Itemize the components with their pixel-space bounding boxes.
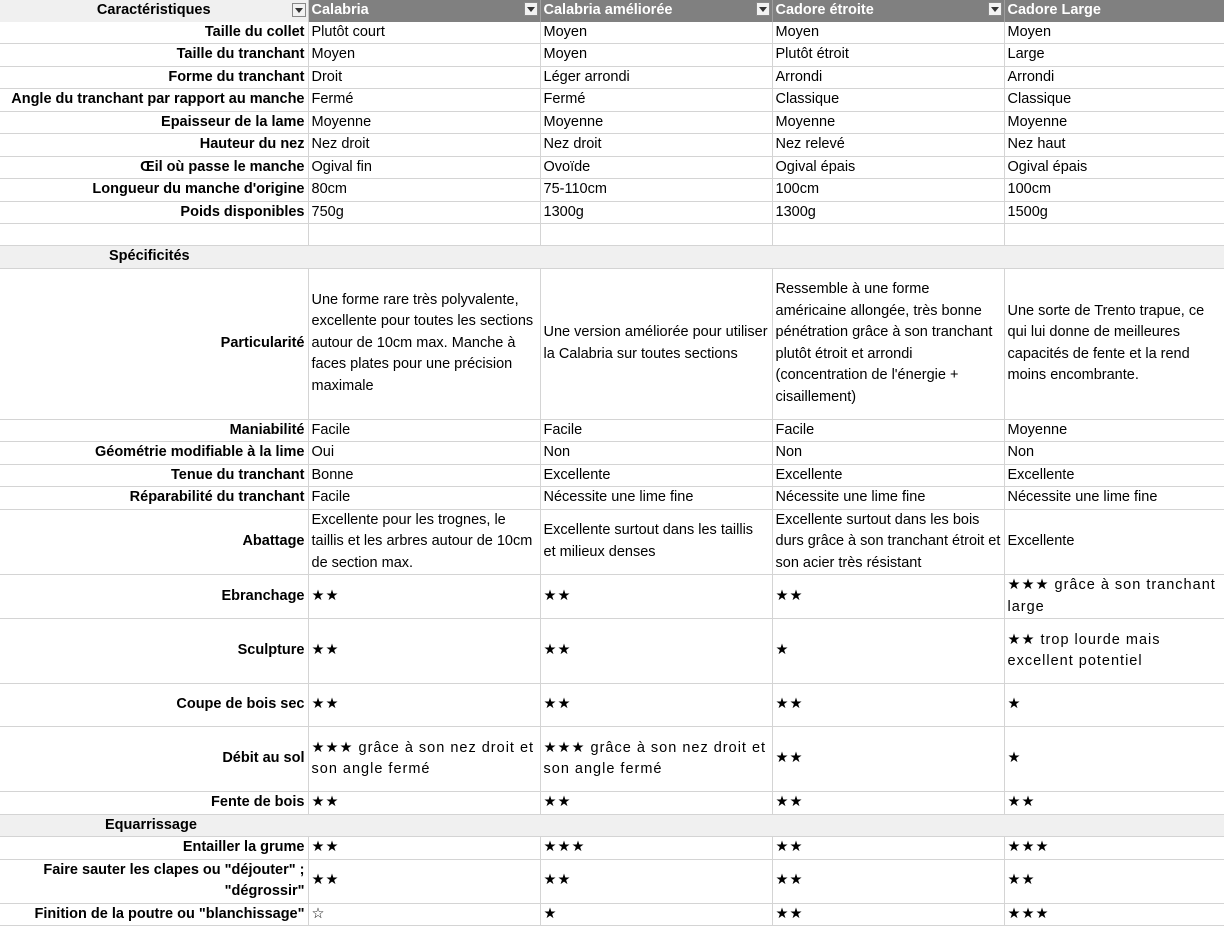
table-cell[interactable]: ★★ (308, 837, 540, 860)
table-cell[interactable]: Ovoïde (540, 156, 772, 179)
header-row (0, 0, 1224, 22)
table-cell[interactable]: Une sorte de Trento trapue, ce qui lui donne de meilleures capacités de fente et la rend moins encombrante. (1004, 268, 1224, 419)
table-cell[interactable]: 80cm (308, 179, 540, 202)
empty-cell[interactable] (1004, 224, 1224, 246)
row-label: Maniabilité (0, 419, 308, 442)
table-cell[interactable]: Moyen (540, 22, 772, 44)
table-cell[interactable]: ★★★ (1004, 837, 1224, 860)
table-cell[interactable]: ★★ (308, 619, 540, 684)
table-row (0, 509, 1224, 575)
table-cell[interactable]: Facile (540, 419, 772, 442)
section-filler (308, 814, 540, 837)
table-cell[interactable]: ★★ (540, 619, 772, 684)
table-cell[interactable]: ★★ trop lourde mais excellent potentiel (1004, 619, 1224, 684)
table-cell[interactable]: ★★ (540, 792, 772, 815)
table-cell[interactable]: Moyenne (1004, 419, 1224, 442)
table-cell[interactable]: ★ (540, 903, 772, 926)
table-cell[interactable]: 750g (308, 201, 540, 224)
table-cell[interactable]: Oui (308, 442, 540, 465)
table-cell[interactable]: Excellente surtout dans les bois durs grâce à son tranchant étroit et son acier très résistant (772, 509, 1004, 575)
table-cell[interactable]: Excellente (540, 464, 772, 487)
table-cell[interactable]: Ogival fin (308, 156, 540, 179)
table-cell[interactable]: 1300g (540, 201, 772, 224)
row-label: Forme du tranchant (0, 66, 308, 89)
row-label: Taille du tranchant (0, 44, 308, 67)
filter-dropdown-icon[interactable] (292, 3, 306, 17)
table-cell[interactable]: Classique (1004, 89, 1224, 112)
table-row (0, 837, 1224, 860)
table-cell[interactable]: ★★ (1004, 792, 1224, 815)
table-cell[interactable]: Non (772, 442, 1004, 465)
table-cell[interactable]: Une version améliorée pour utiliser la Calabria sur toutes sections (540, 268, 772, 419)
table-cell[interactable]: Nez droit (540, 134, 772, 157)
table-cell[interactable]: ★ (772, 619, 1004, 684)
table-row (0, 66, 1224, 89)
table-cell[interactable]: Nécessite une lime fine (1004, 487, 1224, 510)
table-row (0, 22, 1224, 44)
table-cell[interactable]: ★★ (308, 792, 540, 815)
empty-cell[interactable] (772, 224, 1004, 246)
section-row-specificites (0, 246, 1224, 269)
table-cell[interactable]: ★★ (772, 575, 1004, 619)
table-cell[interactable]: Moyenne (308, 111, 540, 134)
table-cell[interactable]: Moyen (540, 44, 772, 67)
row-label: Sculpture (0, 619, 308, 684)
table-cell[interactable]: Une forme rare très polyvalente, excellente pour toutes les sections autour de 10cm max. Manche à faces plates pour une précision maximale (308, 268, 540, 419)
table-row (0, 619, 1224, 684)
filter-dropdown-icon[interactable] (524, 2, 538, 16)
table-cell[interactable]: ★★ (308, 684, 540, 727)
table-row (0, 903, 1224, 926)
table-cell[interactable]: Moyenne (1004, 111, 1224, 134)
table-cell[interactable]: Arrondi (1004, 66, 1224, 89)
empty-cell[interactable] (308, 224, 540, 246)
empty-cell[interactable] (0, 224, 308, 246)
row-label: Tenue du tranchant (0, 464, 308, 487)
row-label: Abattage (0, 509, 308, 575)
row-label: Taille du collet (0, 22, 308, 44)
table-cell[interactable]: Nécessite une lime fine (540, 487, 772, 510)
table-cell[interactable]: ★★★ grâce à son nez droit et son angle fermé (540, 727, 772, 792)
table-cell[interactable]: Large (1004, 44, 1224, 67)
table-cell[interactable]: Ogival épais (1004, 156, 1224, 179)
row-label: Entailler la grume (0, 837, 308, 860)
table-row (0, 442, 1224, 465)
table-row (0, 44, 1224, 67)
table-row (0, 859, 1224, 903)
section-filler (772, 246, 1004, 269)
row-label: Réparabilité du tranchant (0, 487, 308, 510)
table-cell[interactable]: Non (540, 442, 772, 465)
table-row (0, 89, 1224, 112)
section-filler (308, 246, 540, 269)
table-cell[interactable]: 75-110cm (540, 179, 772, 202)
row-label: Particularité (0, 268, 308, 419)
filter-dropdown-icon[interactable] (988, 2, 1002, 16)
table-cell[interactable]: Moyen (1004, 22, 1224, 44)
table-cell[interactable]: ★★ (308, 859, 540, 903)
row-label: Finition de la poutre ou "blanchissage" (0, 903, 308, 926)
table-cell[interactable]: Nécessite une lime fine (772, 487, 1004, 510)
table-cell[interactable]: Excellente surtout dans les taillis et milieux denses (540, 509, 772, 575)
section-filler (540, 814, 772, 837)
table-cell[interactable]: 1300g (772, 201, 1004, 224)
table-cell[interactable]: Léger arrondi (540, 66, 772, 89)
table-cell[interactable]: 1500g (1004, 201, 1224, 224)
table-cell[interactable]: ★★ (540, 859, 772, 903)
section-filler (540, 246, 772, 269)
blank-row (0, 224, 1224, 246)
table-cell[interactable]: Bonne (308, 464, 540, 487)
table-cell[interactable]: Droit (308, 66, 540, 89)
table-cell[interactable]: Ressemble à une forme américaine allongée, très bonne pénétration grâce à son tranchant plutôt étroit et arrondi (concentration de l'énergie + cisaillement) (772, 268, 1004, 419)
section-row-equarrissage (0, 814, 1224, 837)
table-cell[interactable]: ★★ (772, 727, 1004, 792)
table-row (0, 464, 1224, 487)
table-cell[interactable]: Facile (772, 419, 1004, 442)
table-cell[interactable]: ★★ (540, 575, 772, 619)
table-cell[interactable]: Plutôt court (308, 22, 540, 44)
table-cell[interactable]: Fermé (540, 89, 772, 112)
table-cell[interactable]: Facile (308, 487, 540, 510)
table-row (0, 134, 1224, 157)
section-title: Spécificités (0, 246, 308, 269)
column-header-calabria-amelioree: Calabria améliorée (540, 0, 772, 22)
table-row (0, 727, 1224, 792)
column-header-calabria: Calabria (308, 0, 540, 22)
row-label: Poids disponibles (0, 201, 308, 224)
table-row (0, 268, 1224, 419)
table-row (0, 684, 1224, 727)
table-cell[interactable]: Moyenne (772, 111, 1004, 134)
section-filler (1004, 246, 1224, 269)
table-row (0, 156, 1224, 179)
table-cell[interactable]: ★★★ grâce à son nez droit et son angle fermé (308, 727, 540, 792)
table-cell[interactable]: ★ (1004, 727, 1224, 792)
table-cell[interactable]: Excellente (1004, 464, 1224, 487)
table-cell[interactable]: Nez relevé (772, 134, 1004, 157)
table-cell[interactable]: Excellente pour les trognes, le taillis et les arbres autour de 10cm de section max. (308, 509, 540, 575)
table-row (0, 575, 1224, 619)
table-cell[interactable]: ★★ (772, 837, 1004, 860)
row-label: Débit au sol (0, 727, 308, 792)
empty-cell[interactable] (540, 224, 772, 246)
column-header-cadore-large: Cadore Large (1004, 0, 1224, 22)
table-body (0, 22, 1224, 926)
table-cell[interactable]: ☆ (308, 903, 540, 926)
row-label: Géométrie modifiable à la lime (0, 442, 308, 465)
section-filler (772, 814, 1004, 837)
table-cell[interactable]: Moyenne (540, 111, 772, 134)
table-cell[interactable]: ★★ (1004, 859, 1224, 903)
table-row (0, 111, 1224, 134)
table-cell[interactable]: ★★ (308, 575, 540, 619)
row-label: Longueur du manche d'origine (0, 179, 308, 202)
table-cell[interactable]: Facile (308, 419, 540, 442)
table-cell[interactable]: Classique (772, 89, 1004, 112)
table-cell[interactable]: Fermé (308, 89, 540, 112)
table-cell[interactable]: 100cm (772, 179, 1004, 202)
table-cell[interactable]: Nez haut (1004, 134, 1224, 157)
table-row (0, 792, 1224, 815)
section-title: Equarrissage (0, 814, 308, 837)
filter-dropdown-icon[interactable] (756, 2, 770, 16)
table-row (0, 179, 1224, 202)
row-label: Faire sauter les clapes ou "déjouter" ; "dégrossir" (0, 859, 308, 903)
row-label: Œil où passe le manche (0, 156, 308, 179)
row-label: Epaisseur de la lame (0, 111, 308, 134)
header-label: Caractéristiques (0, 0, 308, 22)
table-cell[interactable]: Moyen (308, 44, 540, 67)
column-header-cadore-etroite: Cadore étroite (772, 0, 1004, 22)
table-cell[interactable]: Nez droit (308, 134, 540, 157)
row-label: Fente de bois (0, 792, 308, 815)
table-cell[interactable]: ★ (1004, 684, 1224, 727)
table-cell[interactable]: 100cm (1004, 179, 1224, 202)
table-cell[interactable]: ★★ (772, 859, 1004, 903)
table-cell[interactable]: Plutôt étroit (772, 44, 1004, 67)
table-cell[interactable]: Ogival épais (772, 156, 1004, 179)
table-cell[interactable]: Excellente (772, 464, 1004, 487)
table-row (0, 201, 1224, 224)
table-cell[interactable]: ★★ (772, 684, 1004, 727)
row-label: Coupe de bois sec (0, 684, 308, 727)
table-cell[interactable]: ★★ (772, 903, 1004, 926)
table-cell[interactable]: ★★ (772, 792, 1004, 815)
section-filler (1004, 814, 1224, 837)
row-label: Ebranchage (0, 575, 308, 619)
table-cell[interactable]: ★★ (540, 684, 772, 727)
row-label: Hauteur du nez (0, 134, 308, 157)
table-cell[interactable]: Non (1004, 442, 1224, 465)
table-row (0, 419, 1224, 442)
table-cell[interactable]: ★★★ grâce à son tranchant large (1004, 575, 1224, 619)
table-cell[interactable]: ★★★ (540, 837, 772, 860)
table-cell[interactable]: ★★★ (1004, 903, 1224, 926)
table-cell[interactable]: Arrondi (772, 66, 1004, 89)
table-row (0, 487, 1224, 510)
row-label: Angle du tranchant par rapport au manche (0, 89, 308, 112)
table-cell[interactable]: Excellente (1004, 509, 1224, 575)
table-cell[interactable]: Moyen (772, 22, 1004, 44)
